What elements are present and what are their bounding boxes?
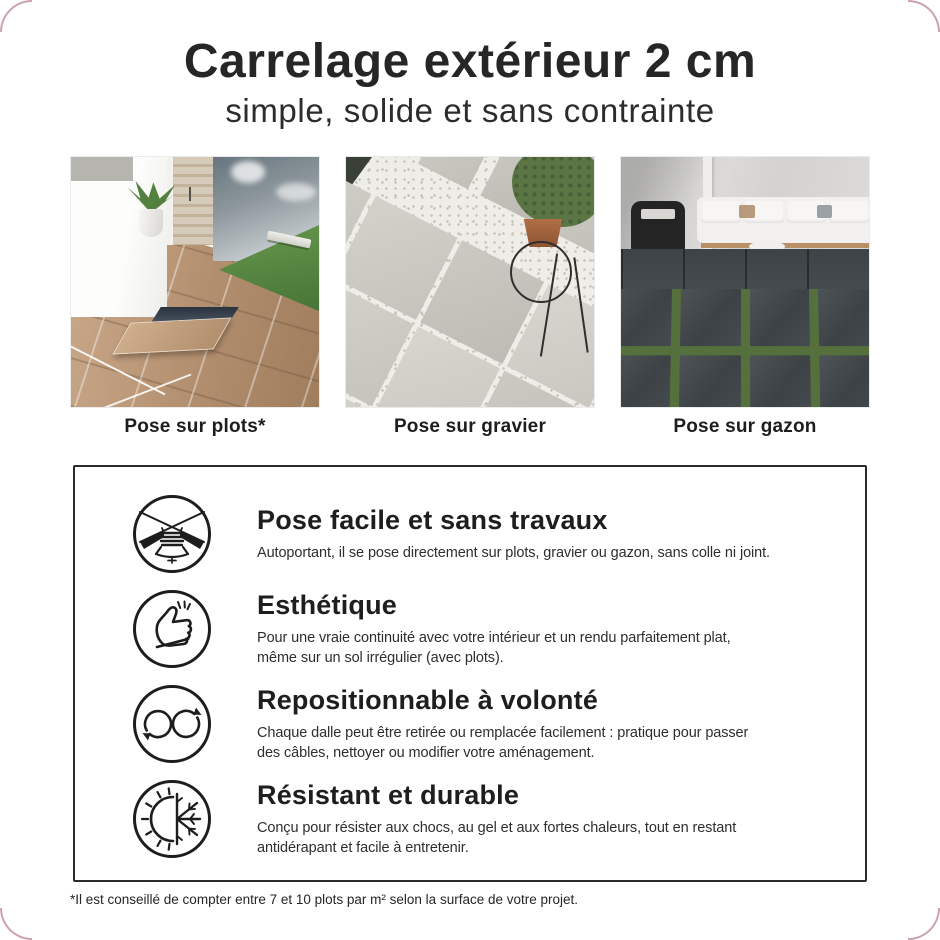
photo-pose-sur-gravier [346, 157, 594, 407]
header [0, 0, 940, 130]
tile [679, 355, 740, 407]
feature-text [257, 505, 770, 563]
page-title: Carrelage extérieur 2 cm [183, 35, 757, 88]
tile [621, 289, 672, 346]
tile [680, 289, 740, 346]
photo-pose-sur-gazon [621, 157, 869, 407]
feature-row-repositionnable [131, 683, 837, 765]
photo-caption: Pose sur gazon [673, 416, 817, 437]
throw-pillow [817, 205, 832, 218]
leaf-light-patch [276, 183, 316, 201]
sofa-cushion [701, 201, 741, 223]
tile [818, 289, 869, 346]
tile [750, 355, 811, 407]
feature-title: Pose facile et sans travaux [257, 505, 608, 535]
footnote: *Il est conseillé de compter entre 7 et 10 plots par m² selon la surface de votre projet. [70, 892, 579, 907]
photo-pose-sur-plots [71, 157, 319, 407]
installation-figure-gravier [346, 157, 594, 438]
tile [621, 355, 671, 407]
far-slate-floor [621, 249, 869, 289]
wall-shadow [71, 157, 133, 181]
tile [418, 157, 493, 189]
sofa-wood-base [701, 243, 869, 248]
white-sofa [697, 197, 869, 243]
feature-description-line: Autoportant, il se pose directement sur plots, gravier ou gazon, sans colle ni joint. [257, 545, 770, 561]
pedestal-tile-icon [131, 493, 213, 575]
photo-caption: Pose sur gravier [393, 416, 547, 437]
feature-row-pose-facile [131, 493, 837, 575]
feature-description-line: Conçu pour résister aux chocs, au gel et aux fortes chaleurs, tout en restant [257, 820, 737, 836]
rounded-corner-mark [0, 908, 32, 940]
thumb-up-icon [131, 588, 213, 670]
feature-title: Résistant et durable [257, 780, 520, 810]
sun-frost-icon [131, 778, 213, 860]
slatted-door [167, 157, 219, 245]
plant-pot [139, 209, 163, 237]
feature-row-resistant [131, 778, 837, 860]
white-wall [71, 157, 167, 317]
throw-pillow [739, 205, 755, 218]
feature-description-line: même sur un sol irrégulier (avec plots). [257, 650, 504, 666]
feature-description-line: antidérapant et facile à entretenir. [257, 840, 469, 856]
feature-description-line: Chaque dalle peut être retirée ou remplacée facilement : pratique pour passer [257, 725, 749, 741]
feature-text [257, 780, 736, 858]
installation-photos [0, 157, 940, 438]
feature-text [257, 685, 748, 763]
tile [819, 355, 869, 407]
feature-row-esthetique [131, 588, 837, 670]
installation-figure-gazon [621, 157, 869, 438]
tile [750, 289, 810, 346]
features-box [73, 465, 867, 882]
feature-description-line: des câbles, nettoyer ou modifier votre aménagement. [257, 745, 595, 761]
leaf-light-patch [231, 161, 265, 183]
feature-title: Repositionnable à volonté [257, 685, 599, 715]
chair-cushion [641, 209, 675, 219]
door-handle [189, 187, 191, 201]
rounded-corner-mark [908, 908, 940, 940]
circular-arrows-icon [131, 683, 213, 765]
feature-title: Esthétique [257, 590, 398, 620]
feature-text [257, 590, 731, 668]
grass-joint-tile-grid [621, 289, 869, 407]
wire-plant-stand [510, 241, 572, 303]
installation-figure-plots [71, 157, 319, 438]
sofa-cushion [829, 201, 869, 223]
feature-description-line: Pour une vraie continuité avec votre intérieur et un rendu parfaitement plat, [257, 630, 731, 646]
photo-caption: Pose sur plots* [124, 416, 266, 437]
page-subtitle: simple, solide et sans contrainte [225, 92, 715, 129]
